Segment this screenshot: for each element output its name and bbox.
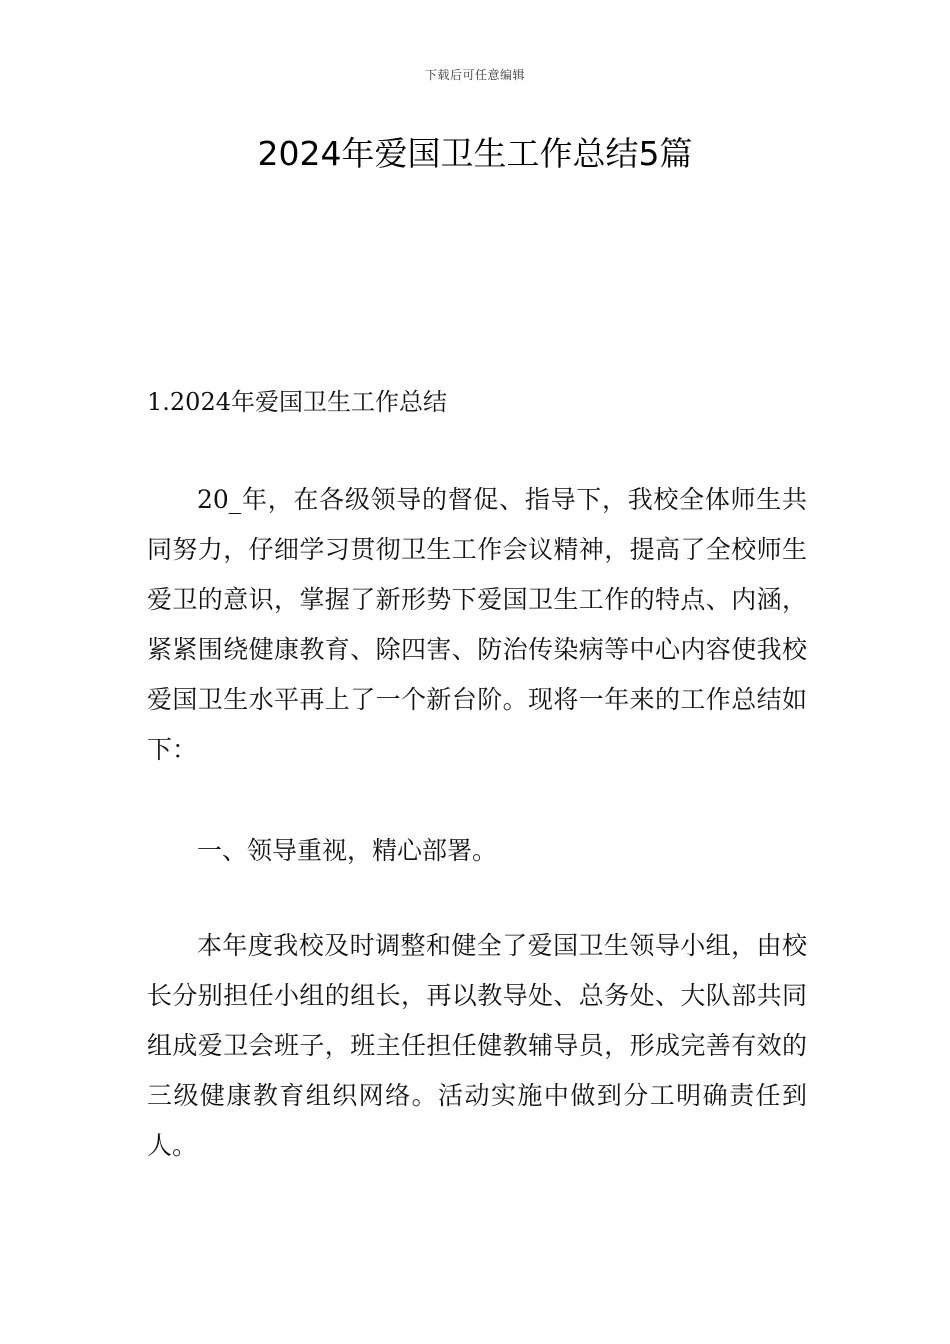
header-note: 下载后可任意编辑 — [424, 68, 525, 82]
section-heading: 1.2024年爱国卫生工作总结 — [147, 388, 447, 416]
paragraph-leadership: 本年度我校及时调整和健全了爱国卫生领导小组，由校长分别担任小组的组长，再以教导处、总务处、大队部共同组成爱卫会班子，班主任担任健教辅导员，形成完善有效的三级健康教育组织网络。活动实施中做到分工明确责任到人。 — [147, 931, 807, 1160]
document-title: 2024年爱国卫生工作总结5篇 — [257, 134, 693, 173]
sub-heading-leadership: 一、领导重视，精心部署。 — [197, 836, 498, 865]
paragraph-intro: 20_年，在各级领导的督促、指导下，我校全体师生共同努力，仔细学习贯彻卫生工作会议精神，提高了全校师生爱卫的意识，掌握了新形势下爱国卫生工作的特点、内涵，紧紧围绕健康教育、除四害、防治传染病等中心内容使我校爱国卫生水平再上了一个新台阶。现将一年来的工作总结如下： — [147, 485, 807, 764]
